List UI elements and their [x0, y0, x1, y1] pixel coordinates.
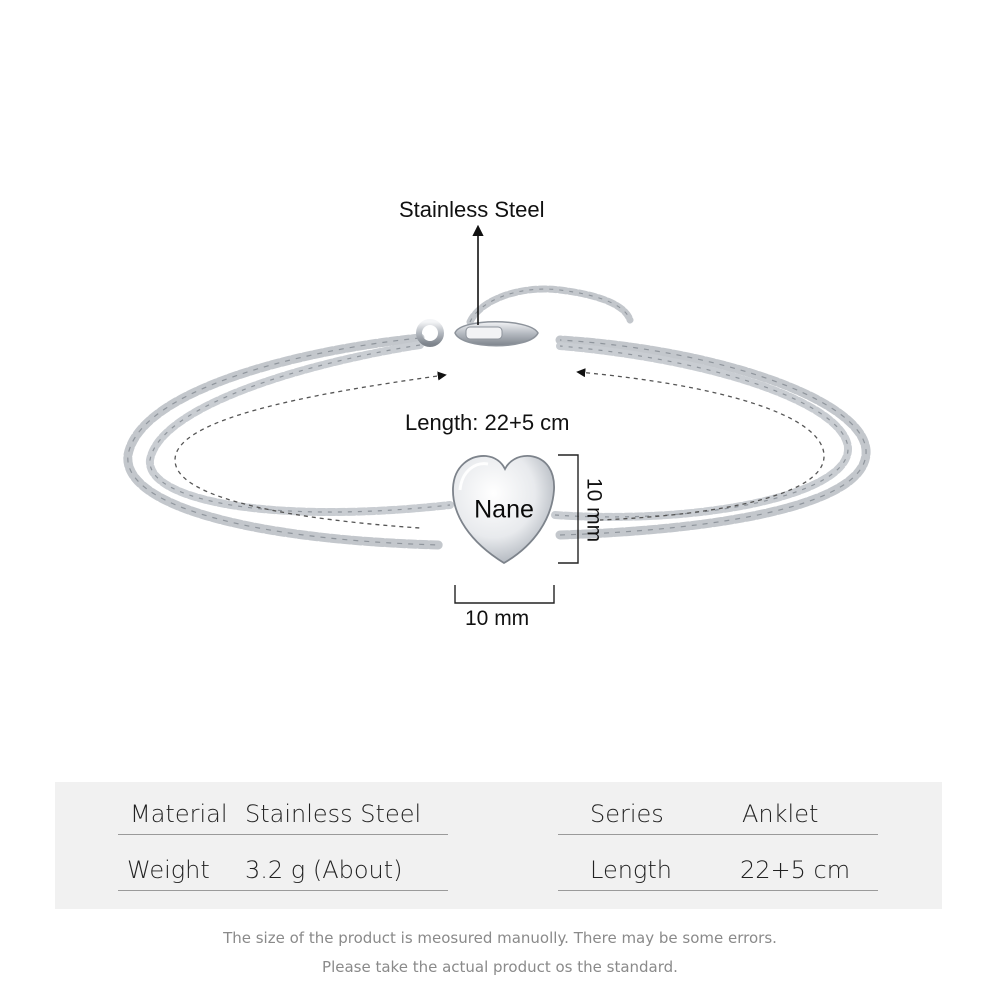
disclaimer-line-1: The size of the product is meosured manuolly. There may be some errors. — [223, 929, 777, 947]
disclaimer-line-2: Please take the actual product os the standard. — [322, 958, 678, 976]
spec-key: Material — [130, 800, 228, 828]
width-dimension — [455, 585, 554, 603]
engraving-text: Nane — [474, 495, 534, 524]
length-callout-label: Length: 22+5 cm — [405, 410, 570, 435]
spec-key: Length — [590, 856, 672, 884]
pendant-width-label: 10 mm — [465, 607, 530, 630]
spec-key: Series — [590, 800, 664, 828]
spec-key: Weight — [127, 856, 210, 884]
spec-value: 3.2 g (About) — [245, 856, 403, 884]
spec-value: Anklet — [742, 800, 819, 828]
spec-value: 22+5 cm — [740, 856, 851, 884]
spec-row-series — [558, 782, 878, 835]
spec-row-weight — [118, 838, 448, 891]
pendant-height-label: 10 mm — [582, 477, 606, 543]
spec-table — [55, 782, 942, 909]
jump-ring — [419, 322, 441, 344]
extender-chain — [470, 289, 630, 322]
spec-row-length — [558, 838, 878, 891]
spec-value: Stainless Steel — [245, 800, 422, 828]
spec-row-material — [118, 782, 448, 835]
material-callout-label: Stainless Steel — [399, 197, 545, 222]
height-dimension — [558, 455, 578, 563]
